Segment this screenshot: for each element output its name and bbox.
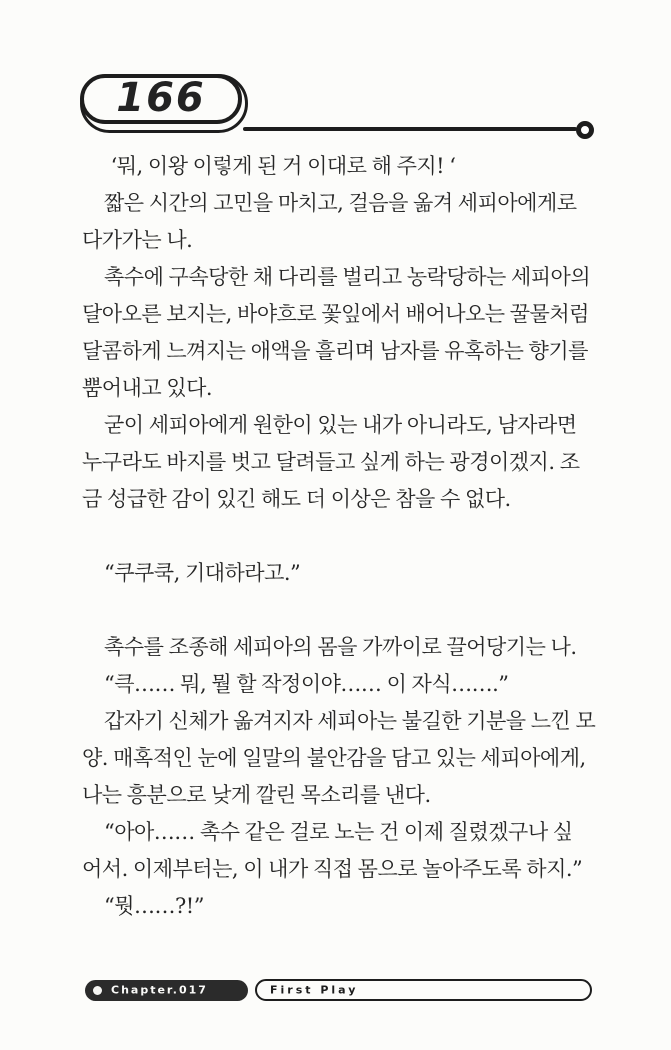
text-line: 나는 흥분으로 낮게 깔린 목소리를 낸다.: [82, 783, 431, 807]
blank-line: [82, 592, 598, 629]
header-rule: [243, 127, 577, 131]
text-line: 굳이 세피아에게 원한이 있는 내가 아니라도, 남자라면: [104, 413, 577, 437]
text-line: 달콤하게 느껴지는 애액을 흘리며 남자를 유혹하는 향기를: [82, 339, 588, 363]
text-line: ‘뭐, 이왕 이렇게 된 거 이대로 해 주지! ‘: [110, 154, 456, 178]
chapter-label: Chapter.017: [111, 983, 208, 997]
text-line: 양. 매혹적인 눈에 일말의 불안감을 담고 있는 세피아에게,: [82, 746, 586, 770]
text-line: 금 성급한 감이 있긴 해도 더 이상은 참을 수 없다.: [82, 487, 511, 511]
blank-line: [82, 518, 598, 555]
text-line: 촉수를 조종해 세피아의 몸을 가까이로 끌어당기는 나.: [104, 635, 577, 659]
text-line: “큭…… 뭐, 뭘 할 작정이야…… 이 자식…….”: [104, 672, 509, 696]
body-text: [82, 148, 598, 925]
text-line: 다가가는 나.: [82, 228, 193, 252]
text-line: 갑자기 신체가 옮겨지자 세피아는 불길한 기분을 느낀 모: [104, 709, 596, 733]
text-line: “아아…… 촉수 같은 걸로 노는 건 이제 질렸겠구나 싶: [104, 820, 573, 844]
chapter-dot-icon: [93, 986, 102, 995]
text-line: 달아오른 보지는, 바야흐로 꽃잎에서 배어나오는 꿀물처럼: [82, 302, 589, 326]
text-line: 뿜어내고 있다.: [82, 376, 213, 400]
section-badge: [255, 979, 592, 1001]
text-line: “쿠쿠쿡, 기대하라고.”: [104, 561, 301, 585]
rule-end-dot-icon: [576, 121, 594, 139]
page-number: 166: [116, 75, 206, 121]
page-number-capsule: [80, 74, 242, 124]
chapter-badge: [85, 980, 248, 1001]
text-line: 촉수에 구속당한 채 다리를 벌리고 농락당하는 세피아의: [104, 265, 591, 289]
text-line: “뭣……?!”: [104, 894, 204, 918]
text-line: 짧은 시간의 고민을 마치고, 걸음을 옮겨 세피아에게로: [104, 191, 577, 215]
text-line: 누구라도 바지를 벗고 달려들고 싶게 하는 광경이겠지. 조: [82, 450, 580, 474]
text-line: 어서. 이제부터는, 이 내가 직접 몸으로 놀아주도록 하지.”: [82, 857, 583, 881]
section-label: First Play: [270, 983, 359, 996]
